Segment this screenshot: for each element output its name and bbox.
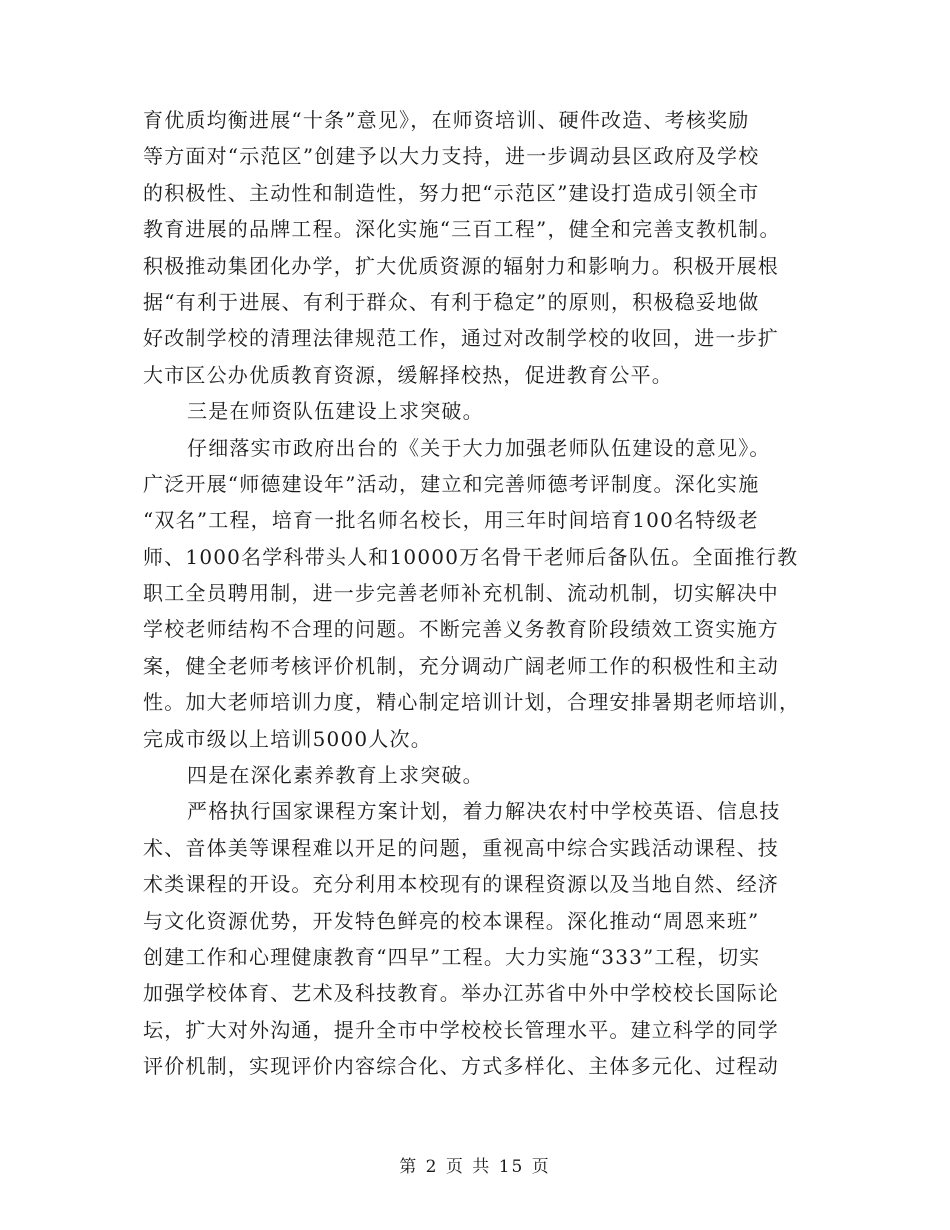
text-line: 术类课程的开设。充分利用本校现有的课程资源以及当地自然、经济	[143, 872, 779, 897]
text-line: 创建工作和心理健康教育“四早”工程。大力实施“333”工程，切实	[143, 944, 761, 969]
section-heading: 四是在深化素养教育上求突破。	[187, 763, 484, 788]
text-line: 案，健全老师考核评价机制，充分调动广阔老师工作的积极性和主动	[143, 653, 779, 678]
text-line: 性。加大老师培训力度，精心制定培训计划，合理安排暑期老师培训，	[143, 690, 801, 715]
text-line: 加强学校体育、艺术及科技教育。举办江苏省中外中学校校长国际论	[143, 981, 779, 1006]
document-body	[143, 102, 803, 1085]
text-line: 大市区公办优质教育资源，缓解择校热，促进教育公平。	[143, 362, 673, 387]
paragraph-first-line: 严格执行国家课程方案计划，着力解决农村中学校英语、信息技	[187, 799, 781, 824]
text-line: 评价机制，实现评价内容综合化、方式多样化、主体多元化、过程动	[143, 1054, 779, 1079]
text-line: 积极推动集团化办学，扩大优质资源的辐射力和影响力。积极开展根	[143, 253, 779, 278]
text-line: 好改制学校的清理法律规范工作，通过对改制学校的收回，进一步扩	[143, 326, 779, 351]
text-line: 师、1000名学科带头人和10000万名骨干老师后备队伍。全面推行教	[143, 544, 799, 569]
paragraph-first-line: 仔细落实市政府出台的《关于大力加强老师队伍建设的意见》。	[187, 435, 771, 460]
text-line: 学校老师结构不合理的问题。不断完善义务教育阶段绩效工资实施方	[143, 617, 779, 642]
text-line: 坛，扩大对外沟通，提升全市中学校校长管理水平。建立科学的同学	[143, 1017, 779, 1042]
text-line: 术、音体美等课程难以开足的问题，重视高中综合实践活动课程、技	[143, 835, 779, 860]
text-line: 广泛开展“师德建设年”活动，建立和完善师德考评制度。深化实施	[143, 471, 760, 496]
text-line: 职工全员聘用制，进一步完善老师补充机制、流动机制，切实解决中	[143, 581, 779, 606]
text-line: 完成市级以上培训5000人次。	[143, 726, 432, 751]
text-line: 据“有利于进展、有利于群众、有利于稳定”的原则，积极稳妥地做	[143, 289, 760, 314]
section-heading: 三是在师资队伍建设上求突破。	[187, 399, 484, 424]
page-number-footer: 第 2 页 共 15 页	[399, 1157, 551, 1177]
text-line: 的积极性、主动性和制造性，努力把“示范区”建设打造成引领全市	[143, 180, 760, 205]
text-line: 育优质均衡进展“十条”意见》，在师资培训、硬件改造、考核奖励	[143, 108, 750, 132]
text-line: 与文化资源优势，开发特色鲜亮的校本课程。深化推动“周恩来班”	[143, 908, 760, 933]
text-line: “双名”工程，培育一批名师名校长，用三年时间培育100名特级老	[143, 508, 759, 533]
text-line: 等方面对“示范区”创建予以大力支持，进一步调动县区政府及学校	[143, 144, 760, 169]
text-line: 教育进展的品牌工程。深化实施“三百工程”，健全和完善支教机制。	[143, 217, 781, 242]
